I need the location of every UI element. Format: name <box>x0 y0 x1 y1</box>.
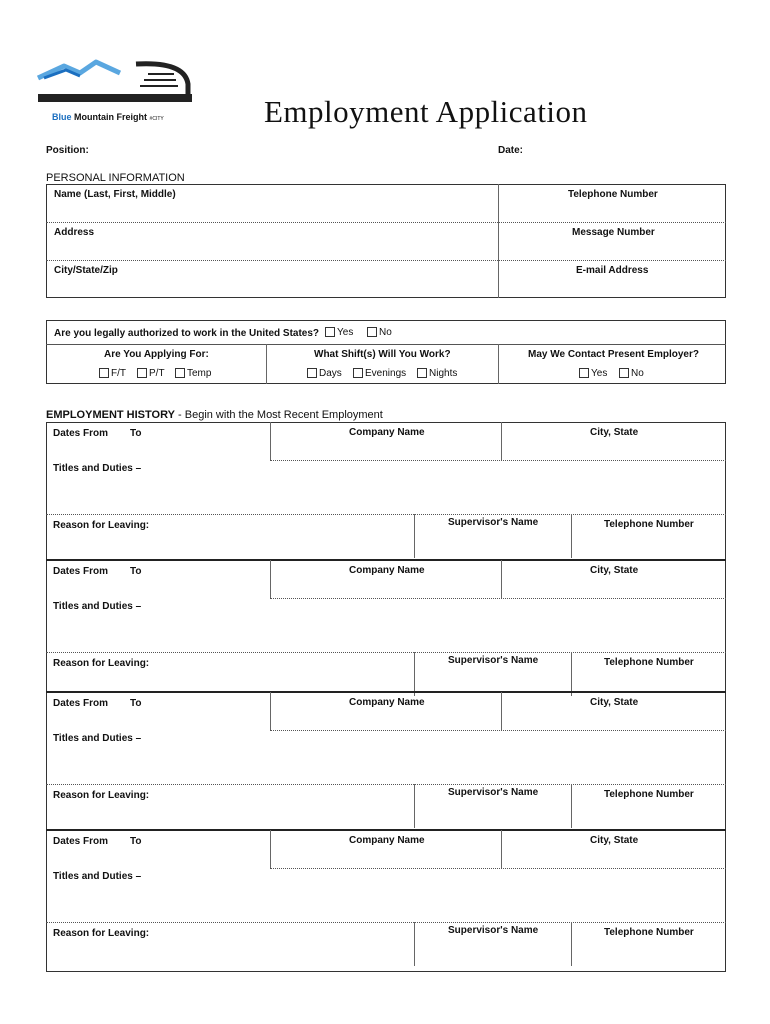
history-heading: EMPLOYMENT HISTORY - Begin with the Most Recent Employment <box>46 409 383 421</box>
contact-no-checkbox[interactable] <box>619 368 629 378</box>
name-field[interactable]: Name (Last, First, Middle) <box>54 189 176 200</box>
pt-option[interactable]: P/T <box>134 368 165 379</box>
telephone-field[interactable]: Telephone Number <box>568 189 658 200</box>
date-label: Date: <box>498 145 524 156</box>
supervisor-field-2[interactable]: Supervisor's Name <box>448 655 539 666</box>
reason-field-3[interactable]: Reason for Leaving: <box>53 790 150 801</box>
city-state-field-1[interactable]: City, State <box>590 427 639 438</box>
pt-checkbox[interactable] <box>137 368 147 378</box>
city-state-field-3[interactable]: City, State <box>590 697 639 708</box>
supervisor-field-3[interactable]: Supervisor's Name <box>448 787 539 798</box>
contact-yes[interactable]: Yes <box>576 368 607 379</box>
evenings-option[interactable]: Evenings <box>350 368 406 379</box>
ft-checkbox[interactable] <box>99 368 109 378</box>
logo-blue: Blue <box>52 112 72 122</box>
evenings-checkbox[interactable] <box>353 368 363 378</box>
dates-from-field-4[interactable]: Dates From <box>53 836 109 847</box>
no-checkbox[interactable] <box>367 327 377 337</box>
employer-telephone-field-2[interactable]: Telephone Number <box>604 657 694 668</box>
contact-label: May We Contact Present Employer? <box>528 349 699 360</box>
city-state-field-2[interactable]: City, State <box>590 565 639 576</box>
dates-to-field-3[interactable]: To <box>130 698 142 709</box>
personal-heading: PERSONAL INFORMATION <box>46 172 185 184</box>
logo-rest: Mountain Freight <box>74 112 148 122</box>
reason-field-1[interactable]: Reason for Leaving: <box>53 520 150 531</box>
titles-field-2[interactable]: Titles and Duties – <box>53 601 142 612</box>
logo-suffix: #CITY <box>149 116 164 122</box>
company-field-3[interactable]: Company Name <box>349 697 425 708</box>
nights-option[interactable]: Nights <box>414 368 457 379</box>
contact-no[interactable]: No <box>616 368 644 379</box>
days-option[interactable]: Days <box>304 368 342 379</box>
authorized-yes[interactable]: Yes <box>322 327 353 338</box>
titles-field-1[interactable]: Titles and Duties – <box>53 463 142 474</box>
dates-to-field-1[interactable]: To <box>130 428 142 439</box>
dates-to-field-4[interactable]: To <box>130 836 142 847</box>
shift-label: What Shift(s) Will You Work? <box>314 349 451 360</box>
days-checkbox[interactable] <box>307 368 317 378</box>
reason-field-4[interactable]: Reason for Leaving: <box>53 928 150 939</box>
yes-checkbox[interactable] <box>325 327 335 337</box>
company-field-4[interactable]: Company Name <box>349 835 425 846</box>
temp-option[interactable]: Temp <box>172 368 211 379</box>
supervisor-field-1[interactable]: Supervisor's Name <box>448 517 539 528</box>
titles-field-4[interactable]: Titles and Duties – <box>53 871 142 882</box>
city-state-field-4[interactable]: City, State <box>590 835 639 846</box>
dates-from-field-1[interactable]: Dates From <box>53 428 109 439</box>
authorized-no[interactable]: No <box>364 327 392 338</box>
position-label: Position: <box>46 145 89 156</box>
address-field[interactable]: Address <box>54 227 95 238</box>
company-field-2[interactable]: Company Name <box>349 565 425 576</box>
supervisor-field-4[interactable]: Supervisor's Name <box>448 925 539 936</box>
email-field[interactable]: E-mail Address <box>576 265 649 276</box>
employer-telephone-field-4[interactable]: Telephone Number <box>604 927 694 938</box>
personal-info-box <box>46 184 726 298</box>
applying-label: Are You Applying For: <box>104 349 209 360</box>
logo-wordmark <box>52 112 164 122</box>
reason-field-2[interactable]: Reason for Leaving: <box>53 658 150 669</box>
dates-from-field-2[interactable]: Dates From <box>53 566 109 577</box>
employer-telephone-field-3[interactable]: Telephone Number <box>604 789 694 800</box>
nights-checkbox[interactable] <box>417 368 427 378</box>
titles-field-3[interactable]: Titles and Duties – <box>53 733 142 744</box>
contact-yes-checkbox[interactable] <box>579 368 589 378</box>
ft-option[interactable]: F/T <box>96 368 126 379</box>
message-field[interactable]: Message Number <box>572 227 655 238</box>
authorized-question: Are you legally authorized to work in the United States? <box>54 328 320 339</box>
dates-from-field-3[interactable]: Dates From <box>53 698 109 709</box>
company-field-1[interactable]: Company Name <box>349 427 425 438</box>
temp-checkbox[interactable] <box>175 368 185 378</box>
page-title: Employment Application <box>264 94 588 129</box>
dates-to-field-2[interactable]: To <box>130 566 142 577</box>
employer-telephone-field-1[interactable]: Telephone Number <box>604 519 694 530</box>
city-field[interactable]: City/State/Zip <box>54 265 118 276</box>
